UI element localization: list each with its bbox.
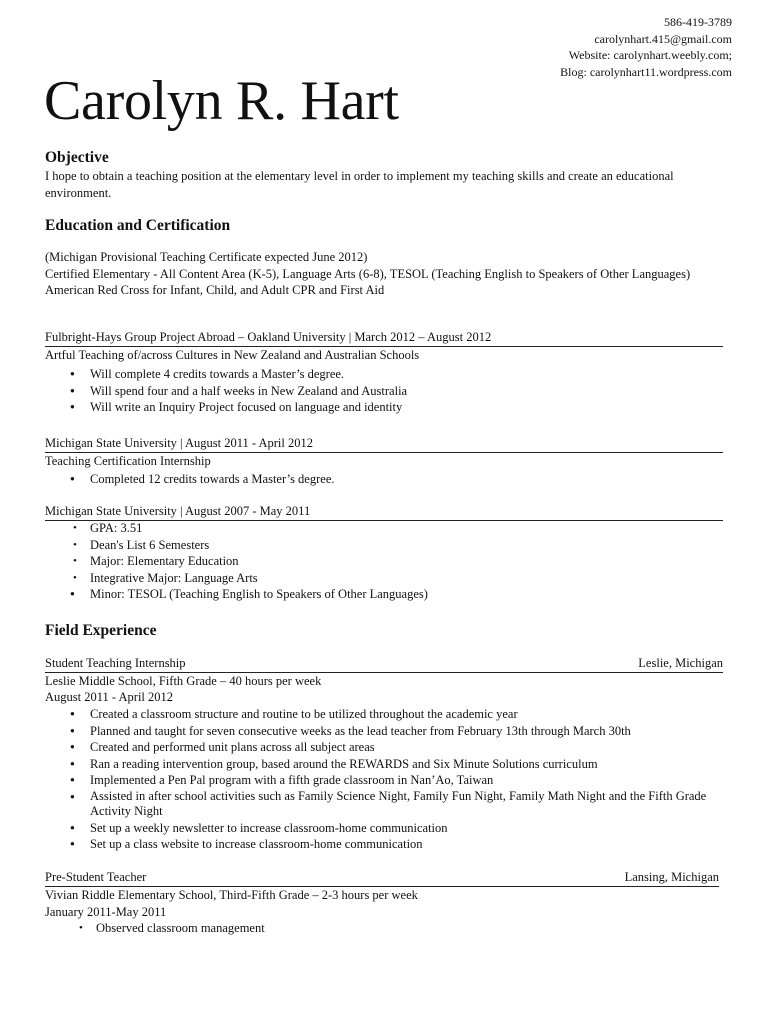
student-teaching-bullets <box>45 706 735 853</box>
objective-heading: Objective <box>45 149 109 166</box>
dates-line: January 2011-May 2011 <box>45 905 167 919</box>
education-entry-title <box>45 329 723 347</box>
contact-block <box>560 14 732 80</box>
entry-title-text: Fulbright-Hays Group Project Abroad – Oakland University | March 2012 – August 2012 <box>45 330 492 344</box>
list-item: ● Assisted in after school activities such as Family Science Night, Family Fun Night, Family Math Night and the Fifth Grade Activity Night <box>45 789 715 820</box>
list-item: • Major: Elementary Education <box>45 553 725 570</box>
list-item: ● Ran a reading intervention group, based around the REWARDS and Six Minute Solutions curriculum <box>45 756 735 773</box>
position-title: Student Teaching Internship <box>45 656 186 670</box>
school-line: Leslie Middle School, Fifth Grade – 40 hours per week <box>45 674 322 688</box>
cert-line: American Red Cross for Infant, Child, and Adult CPR and First Aid <box>45 283 385 297</box>
internship-bullets <box>45 471 725 488</box>
education-entry-title <box>45 435 723 453</box>
list-item: ● Created and performed unit plans across all subject areas <box>45 739 735 756</box>
entry-title-text: Michigan State University | August 2007 - May 2011 <box>45 504 311 518</box>
cert-line: (Michigan Provisional Teaching Certificate expected June 2012) <box>45 250 368 264</box>
list-item: ● Created a classroom structure and routine to be utilized throughout the academic year <box>45 706 735 723</box>
list-item: ● Set up a class website to increase classroom-home communication <box>45 836 735 853</box>
list-item: ● Planned and taught for seven consecutive weeks as the lead teacher from February 13th through March 30th <box>45 723 735 740</box>
education-entry-title <box>45 503 723 521</box>
list-item: • Observed classroom management <box>51 920 731 937</box>
list-item: • Integrative Major: Language Arts <box>45 570 725 587</box>
list-item: ● Minor: TESOL (Teaching English to Speakers of Other Languages) <box>45 586 725 603</box>
objective-section <box>45 148 725 201</box>
list-item: ● Set up a weekly newsletter to increase classroom-home communication <box>45 820 735 837</box>
phone-number: 586-419-3789 <box>664 15 732 29</box>
certifications-block <box>45 249 725 299</box>
objective-text: I hope to obtain a teaching position at the elementary level in order to implement my teaching skills and create an educational environment. <box>45 169 674 200</box>
email-address: carolynhart.415@gmail.com <box>594 31 732 46</box>
fulbright-bullets <box>45 366 725 416</box>
entry-title-text: Michigan State University | August 2011 - April 2012 <box>45 436 313 450</box>
field-entry-title <box>45 655 723 673</box>
position-location: Leslie, Michigan <box>638 656 723 670</box>
list-item: ● Completed 12 credits towards a Master’s degree. <box>45 471 725 488</box>
dates-line: August 2011 - April 2012 <box>45 690 174 704</box>
field-entry-title <box>45 869 719 887</box>
cert-line: Certified Elementary - All Content Area (K-5), Language Arts (6-8), TESOL (Teaching English to Speakers of Other Languages) <box>45 266 691 281</box>
list-item: • Dean's List 6 Semesters <box>45 537 725 554</box>
education-entry-subtitle: Teaching Certification Internship <box>45 454 211 468</box>
education-entry-subtitle: Artful Teaching of/across Cultures in New Zealand and Australian Schools <box>45 348 420 362</box>
list-item: ● Will complete 4 credits towards a Master’s degree. <box>45 366 725 383</box>
list-item: ● Implemented a Pen Pal program with a fifth grade classroom in Nan’Ao, Taiwan <box>45 772 735 789</box>
field-experience-heading: Field Experience <box>45 622 157 639</box>
education-heading: Education and Certification <box>45 217 231 234</box>
website-link: Website: carolynhart.weebly.com; <box>568 48 732 62</box>
position-location: Lansing, Michigan <box>624 870 719 884</box>
pre-student-bullets <box>51 920 731 937</box>
candidate-name: Carolyn R. Hart <box>44 70 399 132</box>
position-title: Pre-Student Teacher <box>45 870 147 884</box>
list-item: ● Will spend four and a half weeks in New Zealand and Australia <box>45 383 725 400</box>
list-item: • GPA: 3.51 <box>45 520 725 537</box>
degree-bullets <box>45 520 725 603</box>
list-item: ● Will write an Inquiry Project focused on language and identity <box>45 399 725 416</box>
blog-link: Blog: carolynhart11.wordpress.com <box>560 64 732 79</box>
school-line: Vivian Riddle Elementary School, Third-Fifth Grade – 2-3 hours per week <box>45 888 418 902</box>
